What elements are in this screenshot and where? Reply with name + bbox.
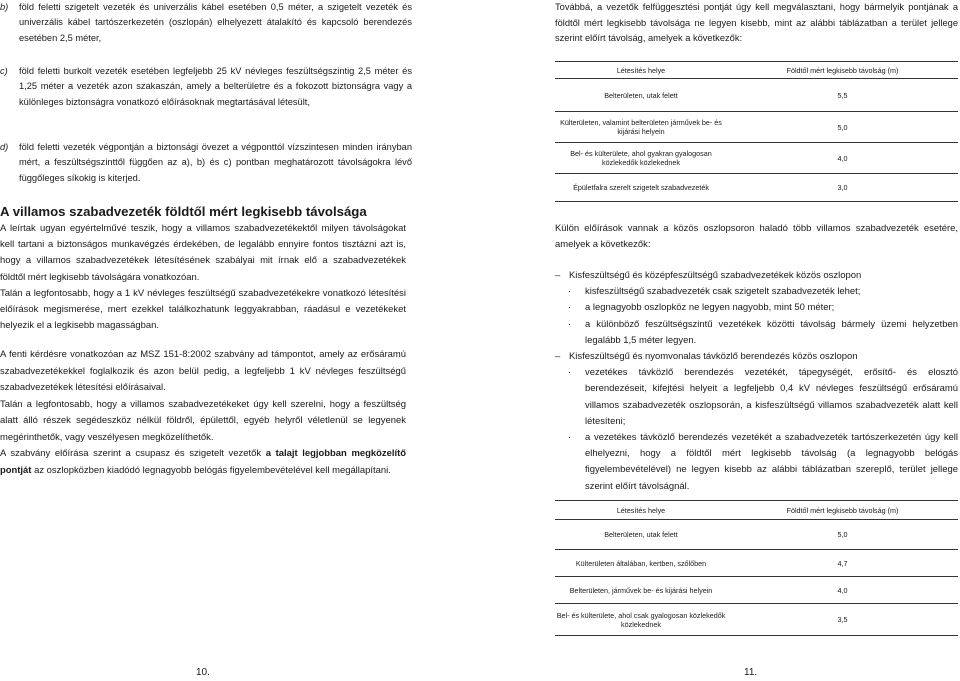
list-item xyxy=(555,300,958,316)
table-cell: Belterületen, utak felett xyxy=(555,79,727,112)
list-item-text: vezetékes távközlő berendezés vezetékét, tápegységét, erősítő- és elosztó berendezéseit, kifejtési helyeit a legfeljebb 0,4 kV névleges feszültségű erősáramú villamos szabadvezeték oszlopsorán, a kisfeszültségű villamos szabadvezeték alatt kell létesíteni; xyxy=(585,367,958,427)
table-cell: 5,0 xyxy=(727,520,958,550)
intro-paragraph: Továbbá, a vezetők felfüggesztési pontját úgy kell megválasztani, hogy bármelyik pontjának a földtől mért legkisebb távolsága ne legyen kisebb, mint az alábbi táblázatban a terület jellege szerint előírt távolság, amelyek a következők: xyxy=(555,2,958,44)
paragraph: Talán a legfontosabb, hogy a villamos szabadvezetékeket úgy kell szerelni, hogy a feszültség alatt álló részek segédeszköz nélkül földről, épülettől, egyéb helyről véletlenül se legyenek megérinthetők, vagy veszélyesen megközelíthetők. xyxy=(0,398,406,443)
distance-table-1 xyxy=(555,61,958,202)
bullet-marker: · xyxy=(568,432,572,444)
table-cell: 4,0 xyxy=(727,143,958,174)
table-cell: Külterületen, valamint belterületen járművek be- és kijárási helyein xyxy=(555,112,727,143)
text-run: A szabvány előírása szerint a csupasz és szigetelt vezetők xyxy=(0,448,266,459)
list-item-text: föld feletti burkolt vezeték esetében legfeljebb 25 kV névleges feszültségszintig 2,5 méter és 1,25 méter a vezeték azon szakaszán, amely a belterületre és a fokozott biztonságra vagy a különleges biztonságra vonatkozó előírásoknak megtartásával létesült, xyxy=(19,66,412,107)
table-cell: 3,5 xyxy=(727,604,958,636)
table-cell: 3,0 xyxy=(727,174,958,202)
table-cell: 4,0 xyxy=(727,577,958,604)
paragraph xyxy=(0,446,406,479)
paragraph: A leírtak ugyan egyértelművé teszik, hogy a villamos szabadvezetékektől milyen távolságokat kell tartani a biztonságos munkavégzés érdekében, de legalább ennyire fontos tisztázni azt is, hogy a villamos szabadvezetékek létesítésének szabályai mit írnak elő a szabadvezetékek földtől mért legkisebb távolságára vonatkozóan. xyxy=(0,223,406,283)
bullet-marker: · xyxy=(568,318,572,330)
page-number-right: 11. xyxy=(744,667,758,678)
table-row xyxy=(555,79,958,112)
bullet-marker: · xyxy=(568,302,572,314)
list-item xyxy=(555,284,958,300)
list-item xyxy=(555,430,958,495)
list-item xyxy=(555,268,958,284)
list-marker: c) xyxy=(0,66,8,76)
list-item-text: a legnagyobb oszlopköz ne legyen nagyobb, mint 50 méter; xyxy=(585,302,835,314)
table-row xyxy=(555,112,958,143)
table-cell: Külterületen általában, kertben, szőlőben xyxy=(555,550,727,577)
list-item-text: föld feletti szigetelt vezeték és univerzális kábel esetében 0,5 méter, a szigetelt vezeték és univerzális kábel tartószerkezetén (oszlopán) elhelyezett átalakító és kapcsoló berendezés esetében 2,5 méter, xyxy=(19,2,412,43)
page-number-left: 10. xyxy=(196,667,210,678)
table-row xyxy=(555,550,958,577)
paragraph: A fenti kérdésre vonatkozóan az MSZ 151-8:2002 szabvány ad támpontot, amely az erősáramú szabadvezetékekkel foglalkozik és azon belül pedig, a legfeljebb 1 kV névleges feszültségű szabadvezetékek létesítési előírásaival. xyxy=(0,349,406,393)
list-item-b xyxy=(0,0,412,46)
list-marker: d) xyxy=(0,142,9,152)
text-run: az oszlopközben kiadódó legnagyobb belógás figyelembevételével kell megállapítani. xyxy=(31,464,391,476)
table-cell: Épületfalra szerelt szigetelt szabadvezeték xyxy=(555,174,727,202)
list-item xyxy=(555,317,958,349)
table-cell: 5,0 xyxy=(727,112,958,143)
table-row xyxy=(555,604,958,636)
table-header-row xyxy=(555,62,958,79)
rules-list xyxy=(555,268,958,495)
list-item-text: a különböző feszültségszintű vezetékek közötti távolság bármely üzemi helyzetben legalább 1,5 méter legyen. xyxy=(585,318,958,346)
table-cell: Belterületen, utak felett xyxy=(555,520,727,550)
table-cell: Bel- és külterülete, ahol gyakran gyalogosan közlekedők közlekednek xyxy=(555,143,727,174)
table-row xyxy=(555,520,958,550)
bullet-marker: · xyxy=(568,367,572,379)
table-cell: 4,7 xyxy=(727,550,958,577)
list-item xyxy=(555,365,958,430)
body-text-left xyxy=(0,221,406,334)
section-heading: A villamos szabadvezeték földtől mért legkisebb távolsága xyxy=(0,204,367,219)
list-group-title: Kisfeszültségű és középfeszültségű szabadvezetékek közös oszlopon xyxy=(569,270,862,281)
table-cell: Bel- és külterülete, ahol csak gyalogosan közlekedők közlekednek xyxy=(555,604,727,636)
bullet-marker: · xyxy=(568,286,572,298)
list-item xyxy=(555,349,958,365)
distance-table-2 xyxy=(555,500,958,636)
table-row xyxy=(555,577,958,604)
table-header-cell: Földtől mért legkisebb távolság (m) xyxy=(727,501,958,520)
table-cell: Belterületen, járművek be- és kijárási helyein xyxy=(555,577,727,604)
table-header-cell: Földtől mért legkisebb távolság (m) xyxy=(727,62,958,79)
table-header-cell: Létesítés helye xyxy=(555,501,727,520)
table-row xyxy=(555,143,958,174)
dash-marker: – xyxy=(555,270,561,281)
list-item-text: föld feletti vezeték végpontján a biztonsági övezet a végponttól vízszintesen minden irányban mért, a feszültségszinttől függően az a), b) és c) pontban meghatározott távolságokra lévő függőleges síkokig is kiterjed. xyxy=(19,142,412,183)
list-item-c xyxy=(0,64,412,110)
dash-marker: – xyxy=(555,351,561,363)
list-item-text: kisfeszültségű szabadvezeték csak szigetelt szabadvezeték lehet; xyxy=(585,286,861,298)
table-cell: 5,5 xyxy=(727,79,958,112)
paragraph: Talán a legfontosabb, hogy a 1 kV névleges feszültségű szabadvezetékekre vonatkozó létesítési előírások megismerése, mert ezekkel találkozhatunk leggyakrabban, ráadásul e vezetékeket helyezik el a legkisebb magasságban. xyxy=(0,287,406,332)
list-item-text: a vezetékes távközlő berendezés vezetékét a szabadvezeték tartószerkezetén úgy kell elhelyezni, hogy a földtől mért legkisebb távolság (a legnagyobb belógás figyelembevételével) ne legyen kisebb az alábbi táblázatban szereplő, terület jellege szerint előírt távolságnál. xyxy=(585,432,958,492)
bold-text: a talajt legjobban megközelítő pontját xyxy=(0,448,406,476)
table-header-row xyxy=(555,501,958,520)
table-row xyxy=(555,174,958,202)
list-marker: b) xyxy=(0,2,9,12)
special-rules-paragraph: Külön előírások vannak a közös oszlopsoron haladó több villamos szabadvezeték esetére, amelyek a következők: xyxy=(555,223,958,250)
body-text-left-2 xyxy=(0,347,406,479)
list-group-title: Kisfeszültségű és nyomvonalas távközlő berendezés közös oszlopon xyxy=(569,351,858,363)
list-item-d xyxy=(0,140,412,186)
table-header-cell: Létesítés helye xyxy=(555,62,727,79)
